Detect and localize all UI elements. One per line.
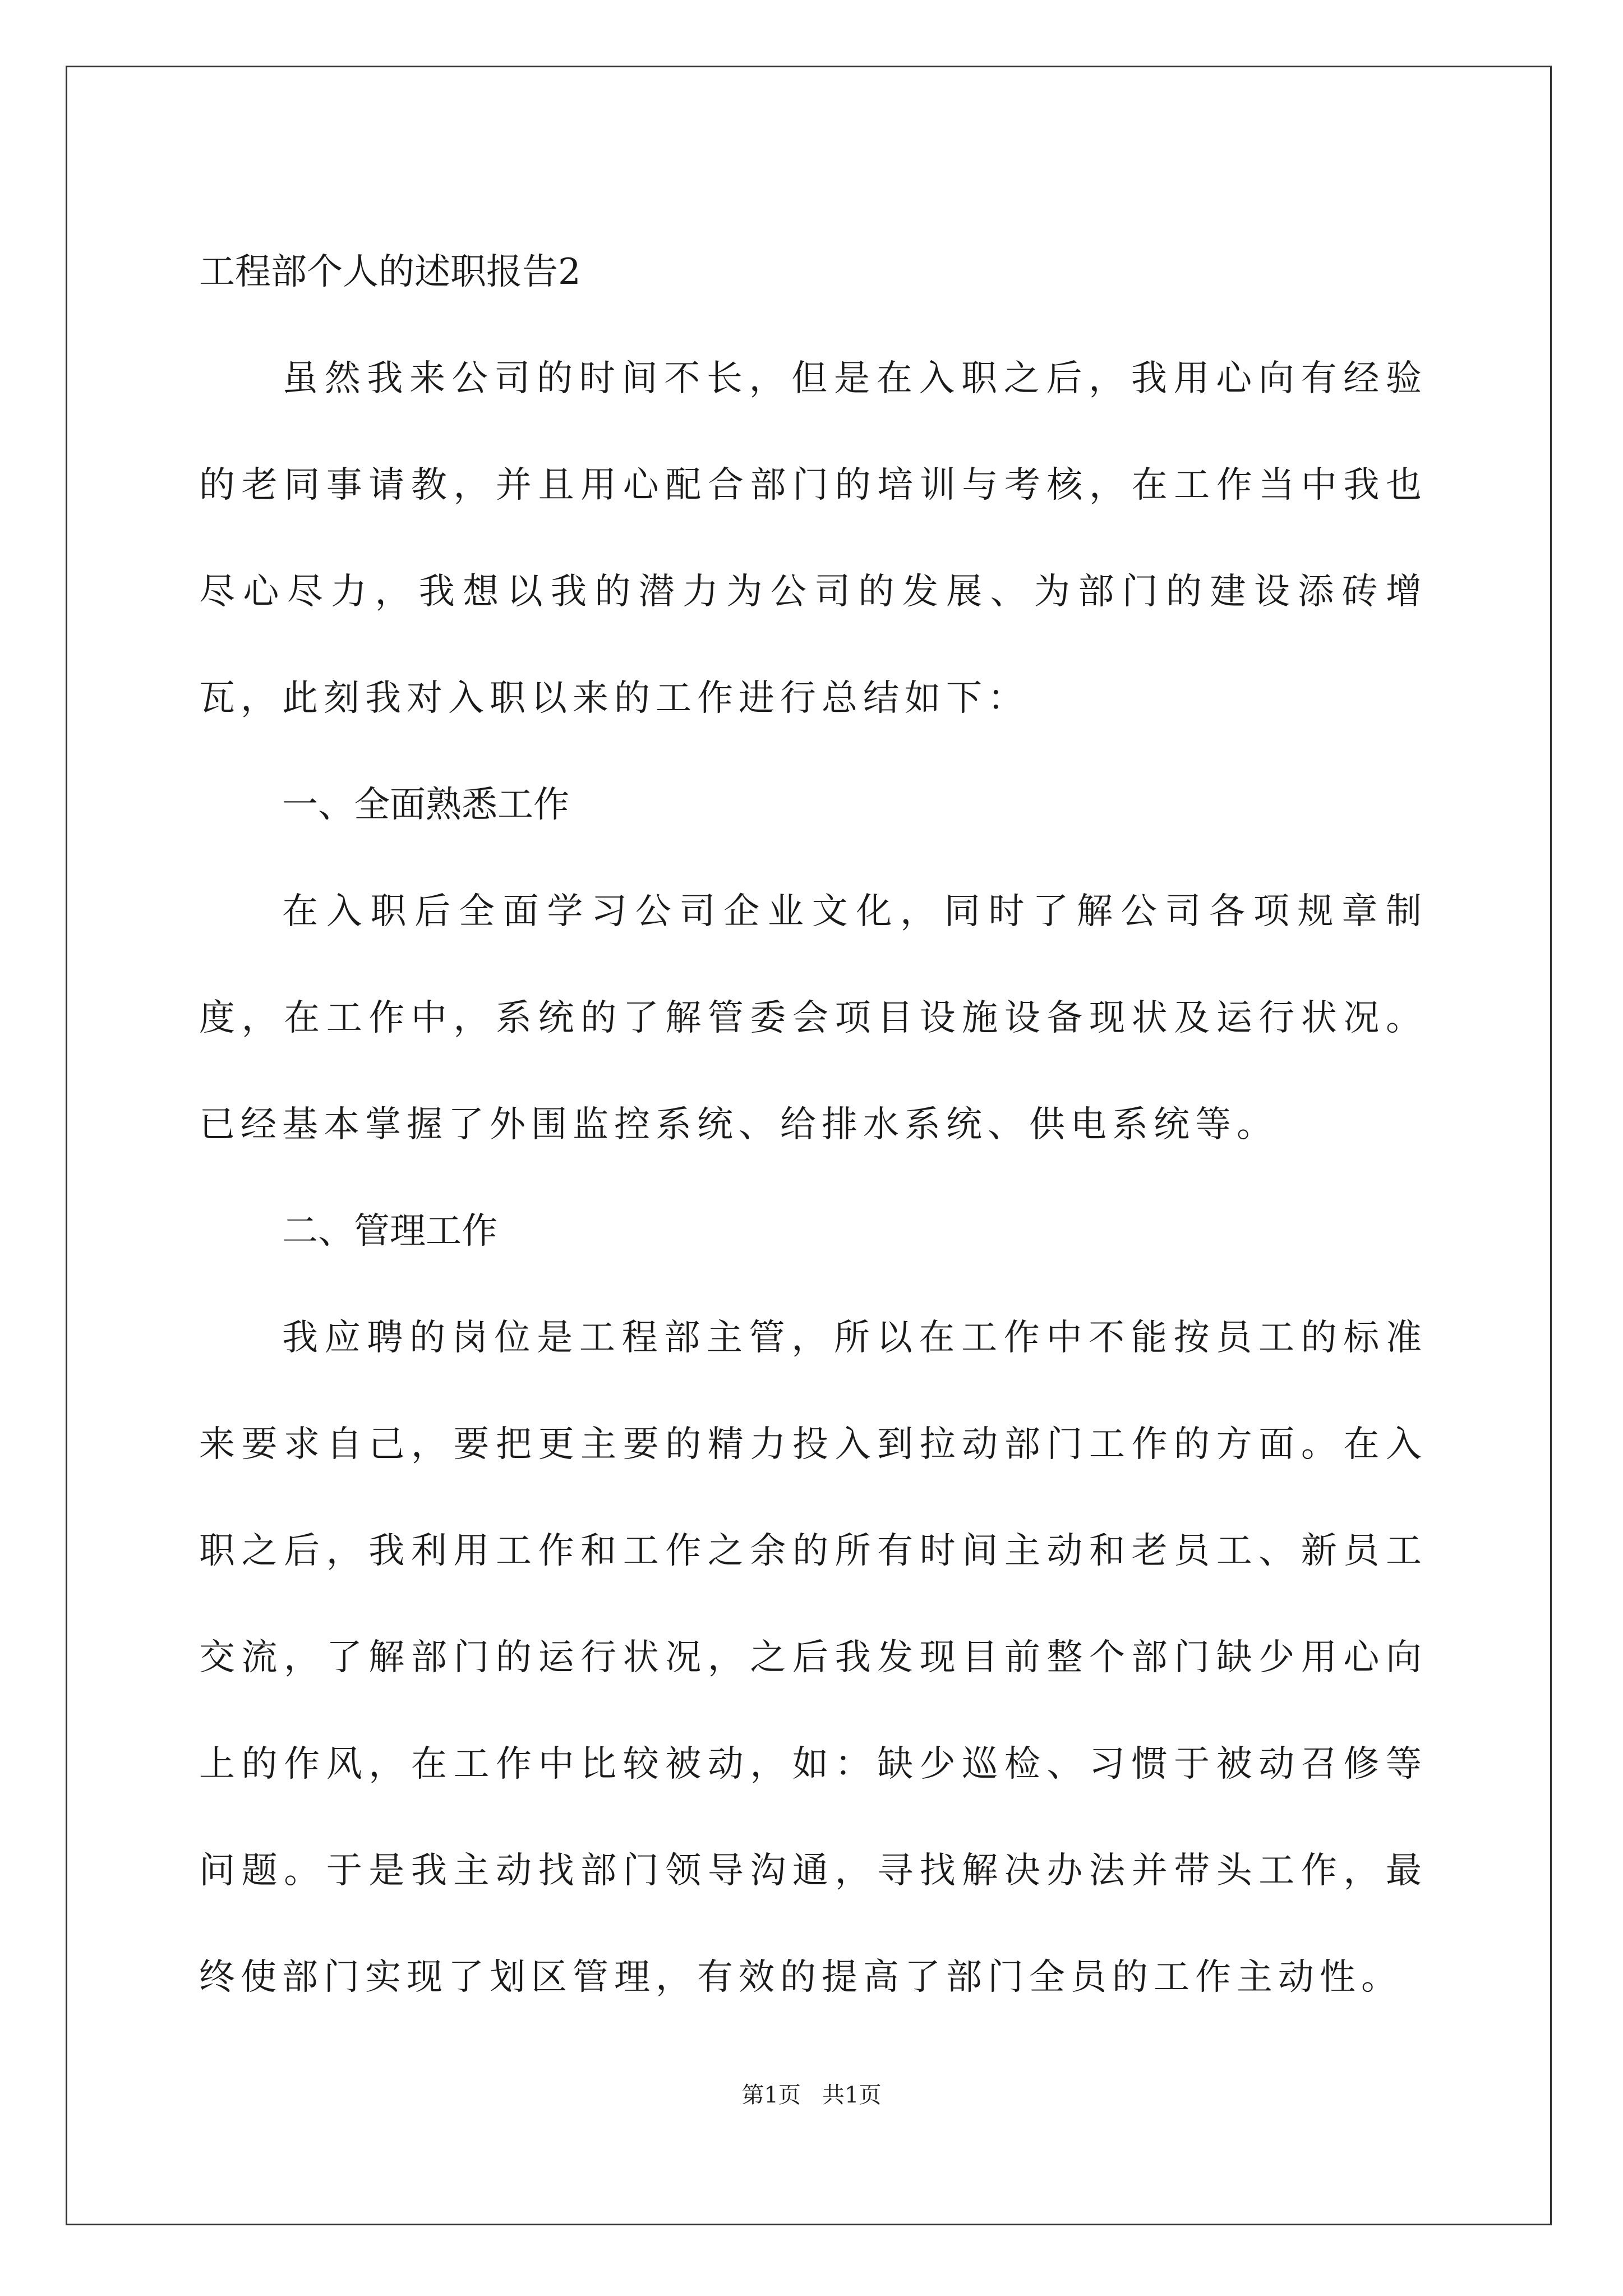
paragraph-section-1: 在入职后全面学习公司企业文化，同时了解公司各项规章制度，在工作中，系统的了解管委会项目设施设备现状及运行状况。已经基本掌握了外围监控系统、给排水系统、供电系统等。 xyxy=(199,891,1427,1145)
section-heading-1: 一、全面熟悉工作 xyxy=(282,784,569,826)
document-body xyxy=(199,219,1427,2031)
page-footer: 第1页 共1页 xyxy=(741,2082,882,2108)
document-title: 工程部个人的述职报告2 xyxy=(199,251,581,293)
paragraph-section-2: 我应聘的岗位是工程部主管，所以在工作中不能按员工的标准来要求自己，要把更主要的精力投入到拉动部门工作的方面。在入职之后，我利用工作和工作之余的所有时间主动和老员工、新员工交流，了解部门的运行状况，之后我发现目前整个部门缺少用心向上的作风，在工作中比较被动，如：缺少巡检、习惯于被动召修等问题。于是我主动找部门领导沟通，寻找解决办法并带头工作，最终使部门实现了划区管理，有效的提高了部门全员的工作主动性。 xyxy=(199,1317,1427,1998)
section-heading-2: 二、管理工作 xyxy=(282,1211,497,1252)
paragraph-intro: 虽然我来公司的时间不长，但是在入职之后，我用心向有经验的老同事请教，并且用心配合部门的培训与考核，在工作当中我也尽心尽力，我想以我的潜力为公司的发展、为部门的建设添砖增瓦，此刻我对入职以来的工作进行总结如下： xyxy=(199,358,1427,719)
